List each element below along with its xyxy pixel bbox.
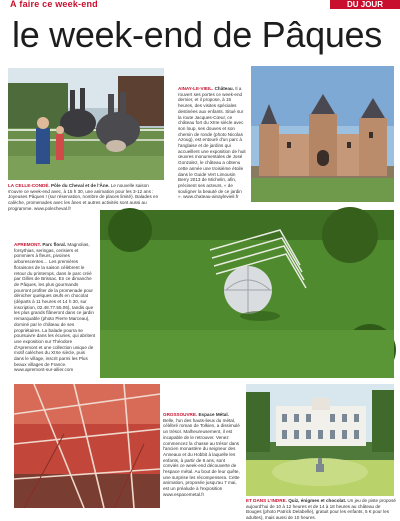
article-grossouvre: GROSSOUVRE. Espace Métal. Belle, l'un des hauts-lieux du métal, célébré roman de Tolkien, a dissimulé un trésor. Malheureusement, il est incapable de le retrouver. Venez commencez la chasse au trésor dans l'ancien monastère du seigneur des Anneaux et du Hobbit à laquelle les enfants, à partir de 8 ans, sont conviés ce week-end découverte de l'espace métal. Au bout de leur quête, une surprise les récompensera. Cette animation, proposée jusqu'au 7 mai, est un préalude à l'exposition www.espacemetal.fr [163, 412, 240, 497]
metal-structure-photo [14, 384, 160, 508]
chateau-bouges-photo [246, 384, 394, 496]
kicker: À faire ce week-end [10, 0, 98, 9]
castle-photo [251, 66, 394, 202]
article-ainay-le-vieil: AINAY-LE-VIEIL. Château. Il a rouvert ses portes ce week-end dernier, et il propose, à 15 heures, des visites spéciales destinées aux enfants. Situé sur la route Jacques-Cœur, ce château fort du XIIIe siècle avec son loup, ses douves et son chemin de ronde (photo Nicolas Azoug), est entouré d'un parc à l'anglaise et de jardins qui accueillent une exposition de huit œuvres monumentales de José Gonzalez, le château a obtenu cette année une troisième étoile dans le Guide Vert Limousin Berry 2013 de Michelin, afin, précisent ses acteurs, « de souligner la beauté de ce jardin ». www.chateau-ainaylevieil.fr [178, 86, 246, 200]
article-indre: ET DANS L'INDRE. Quiz, énigmes et chocolat. Un jeu de piste proposé aujourd'hui de 10 à 12 heures et de 14 à 18 heures au château de Bouges (photo Patrick Delabelle), gratuit pour les enfants, 5 € pour les adultes), mais aussi de 10 heures. [246, 498, 396, 521]
garden-photo [100, 210, 394, 378]
page-title: le week-end de Pâques [12, 14, 382, 55]
donkey-photo [8, 68, 164, 180]
section-tag: DU JOUR [330, 0, 400, 9]
article-la-celle-conde: LA CELLE-CONDÉ. Pôle du Cheval et de l'Âne. Le nouvelle saison s'ouvre ce week-end avec, à 15 h 30, une animation pour les 3-12 ans : Joyeuses Pâques ! (sur réservation, nombre de places limité). Balades en calèche, promenades avec les ânes et autres activités sont aussi au programme. www.polecheval.fr [8, 183, 159, 211]
article-apremont: APREMONT. Parc floral. Magnolias, forsythias, seringas, cerisiers et pommiers à fleurs, pivoines arborescentes… Les premières floraisons de la saison célèbrent le retour du printemps, dans le parc créé par Gilles de Brissac. En ce dimanche de Pâques, les plus gourmands pourront profiter de la promenade pour dénicher quelques œufs en chocolat (départs à 11 heures et 14 h 30, sur inscription, 02.48.77.55.06), tandis que les plus grands flâneront dans ce jardin remarquable (photo Pierre Marceau), dominé par le château de ses propriétaires. La balade pourra se poursuivre dans les écuries, qui abritent une exposition sur Théodore d'Apremont et une collection unique de motif calèches du XIXe siècle, puis dans le village, inscrit parmi les Plus beaux villages de France. www.apremont-sur-allier.com [14, 242, 96, 373]
